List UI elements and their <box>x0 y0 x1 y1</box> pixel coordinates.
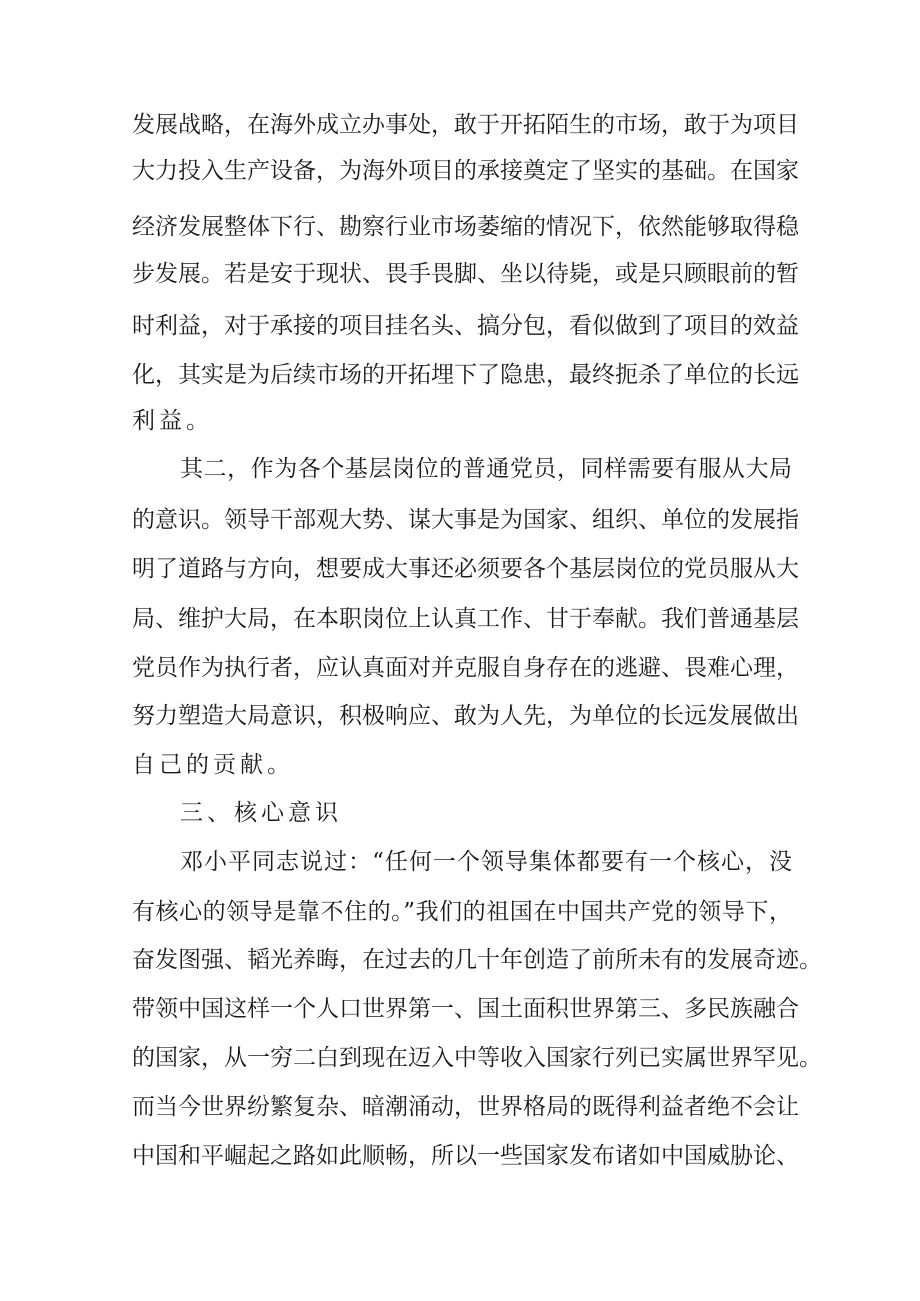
text-line: 时利益，对于承接的项目挂名头、搞分包，看似做到了项目的效益 <box>132 313 799 339</box>
text-line: 而当今世界纷繁复杂、暗潮涌动，世界格局的既得利益者绝不会让 <box>132 1094 799 1120</box>
text-line: 步发展。若是安于现状、畏手畏脚、坐以待毙，或是只顾眼前的暂 <box>132 261 799 287</box>
text-line: 自己的贡献。 <box>132 752 294 778</box>
text-line: 努力塑造大局意识，积极响应、敢为人先，为单位的长远发展做出 <box>132 703 799 729</box>
text-line: 的意识。领导干部观大势、谋大事是为国家、组织、单位的发展指 <box>132 507 799 533</box>
text-line: 的国家，从一穷二白到现在迈入中等收入国家行列已实属世界罕见。 <box>132 1045 822 1071</box>
text-line: 局、维护大局，在本职岗位上认真工作、甘于奉献。我们普通基层 <box>132 606 799 632</box>
paragraph-first-line: 其二，作为各个基层岗位的普通党员，同样需要有服从大局 <box>180 456 792 482</box>
text-line: 中国和平崛起之路如此顺畅，所以一些国家发布诸如中国威胁论、 <box>132 1143 799 1169</box>
section-heading: 三、核心意识 <box>180 800 342 826</box>
text-line: 奋发图强、韬光养晦，在过去的几十年创造了前所未有的发展奇迹。 <box>132 947 822 973</box>
text-line: 经济发展整体下行、勘察行业市场萎缩的情况下，依然能够取得稳 <box>132 214 799 240</box>
text-line: 明了道路与方向，想要成大事还必须要各个基层岗位的党员服从大 <box>132 556 799 582</box>
text-line: 党员作为执行者，应认真面对并克服自身存在的逃避、畏难心理， <box>132 655 799 681</box>
text-line: 发展战略，在海外成立办事处，敢于开拓陌生的市场，敢于为项目 <box>132 112 799 138</box>
text-line: 有核心的领导是靠不住的。”我们的祖国在中国共产党的领导下， <box>132 899 792 925</box>
paragraph-first-line: 邓小平同志说过：“任何一个领导集体都要有一个核心，没 <box>180 849 792 875</box>
text-line: 化，其实是为后续市场的开拓埋下了隐患，最终扼杀了单位的长远 <box>132 362 799 388</box>
text-line: 大力投入生产设备，为海外项目的承接奠定了坚实的基础。在国家 <box>132 158 799 184</box>
text-line: 带领中国这样一个人口世界第一、国土面积世界第三、多民族融合 <box>132 996 799 1022</box>
text-line: 利益。 <box>132 408 213 434</box>
